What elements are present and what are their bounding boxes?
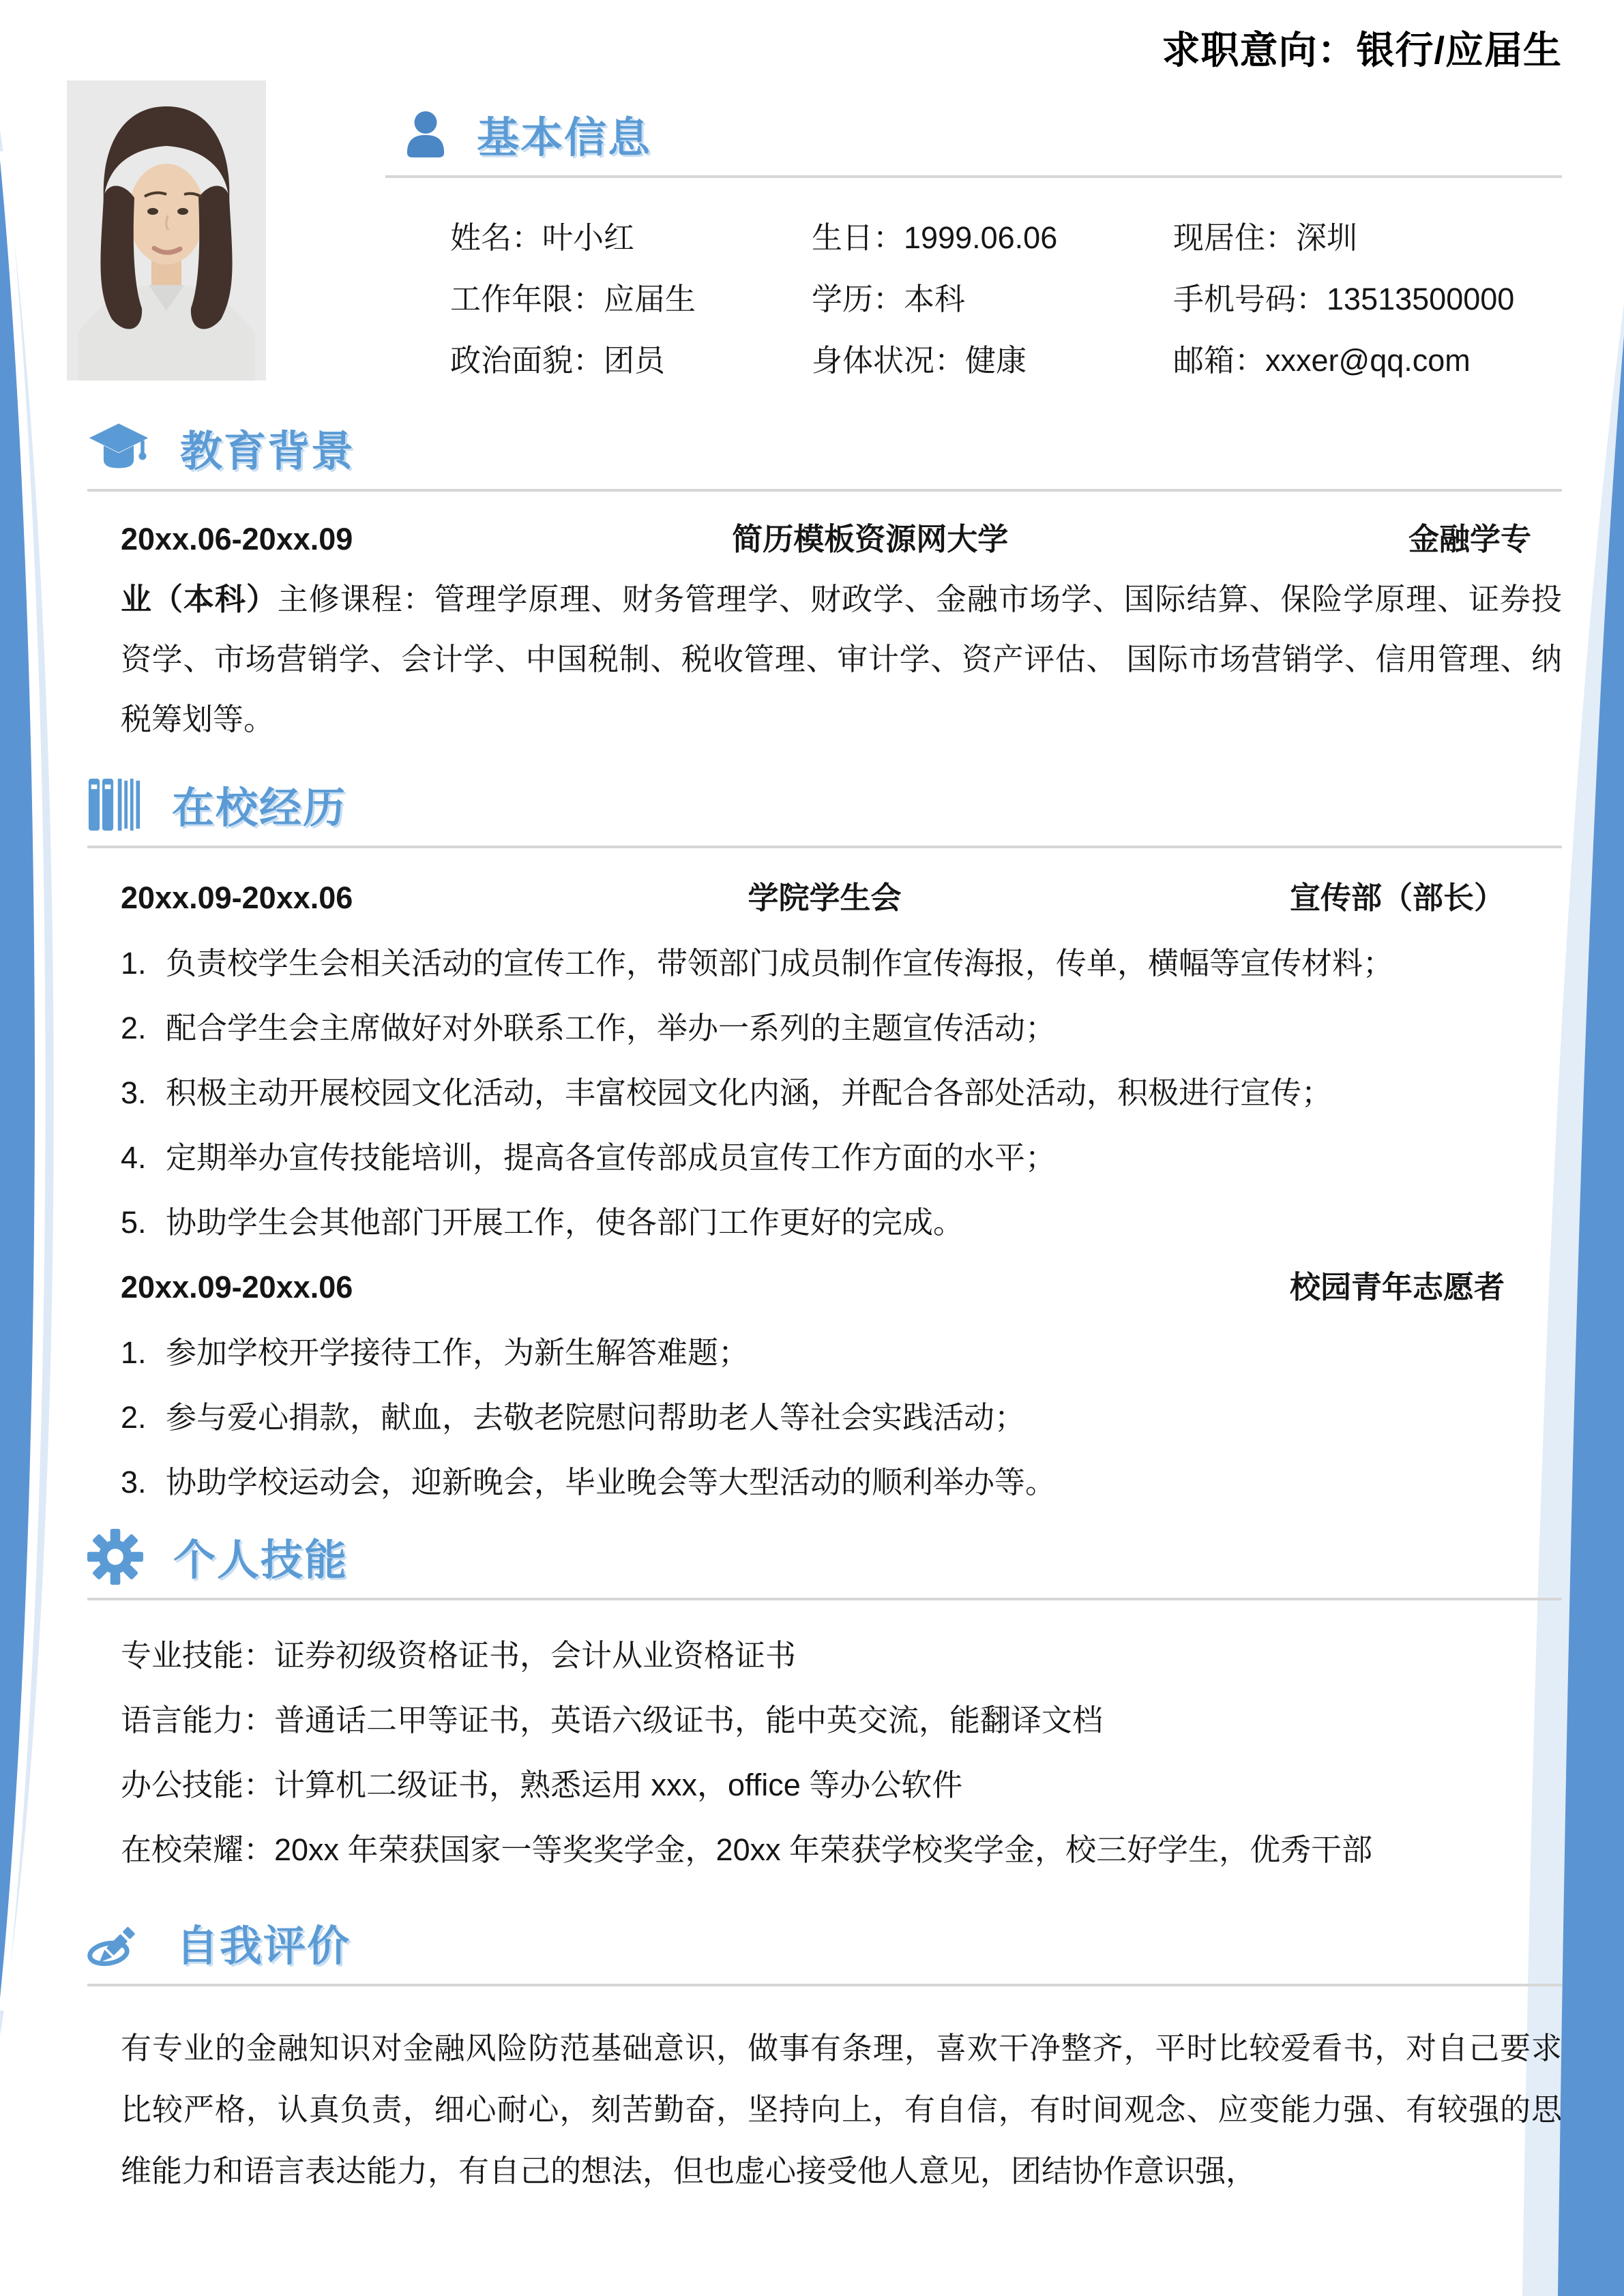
item-text: 参与爱心捐款，献血，去敬老院慰问帮助老人等社会实践活动； <box>166 1400 1026 1435</box>
basic-info-field-political <box>450 340 812 381</box>
basic-info-field-experience <box>450 279 812 320</box>
list-item <box>87 1332 1562 1374</box>
portrait-photo <box>67 80 266 381</box>
field-label: 邮箱： <box>1173 343 1266 378</box>
section-title-skills: 个人技能 <box>173 1537 349 1584</box>
basic-info-field-birthday <box>812 218 1173 258</box>
field-value: 深圳 <box>1296 220 1358 255</box>
education-major-wrap: 业（本科） <box>121 582 278 616</box>
skill-professional: 专业技能：证券初级资格证书，会计从业资格证书 <box>121 1638 797 1673</box>
list-item <box>87 1072 1562 1114</box>
field-label: 政治面貌： <box>450 343 604 378</box>
education-entry <box>87 509 1562 749</box>
experience-role: 校园青年志愿者 <box>1289 1270 1505 1304</box>
resume-body <box>87 417 1562 2202</box>
section-title-school-experience: 在校经历 <box>172 785 347 832</box>
basic-info-grid <box>385 218 1562 381</box>
item-number: 1. <box>121 946 147 981</box>
books-icon <box>87 775 142 834</box>
list-item <box>87 1007 1562 1049</box>
field-value: 应届生 <box>604 282 696 316</box>
section-education <box>87 417 1562 749</box>
item-text: 负责校学生会相关活动的宣传工作，带领部门成员制作宣传海报，传单，横幅等宣传材料； <box>166 946 1394 981</box>
experience-block-2-items <box>87 1332 1562 1504</box>
education-period: 20xx.06-20xx.09 <box>121 522 353 556</box>
job-intention: 求职意向：银行/应届生 <box>1162 29 1562 72</box>
list-item <box>87 1397 1562 1439</box>
experience-period: 20xx.09-20xx.06 <box>121 1270 353 1304</box>
field-value: 本科 <box>904 282 966 316</box>
basic-info-field-name <box>450 218 812 258</box>
gear-icon <box>87 1529 143 1585</box>
experience-block-1-heading <box>87 877 1562 919</box>
list-item <box>87 942 1562 985</box>
experience-organization: 学院学生会 <box>748 880 902 915</box>
person-icon <box>404 109 447 160</box>
graduation-cap-icon <box>87 419 150 477</box>
item-number: 3. <box>121 1075 147 1110</box>
field-value: 13513500000 <box>1327 282 1515 316</box>
item-number: 2. <box>121 1400 147 1435</box>
education-courses <box>121 569 1562 749</box>
skills-list <box>87 1635 1562 1871</box>
section-self-evaluation <box>87 1912 1562 2202</box>
experience-role: 宣传部（部长） <box>1289 880 1505 915</box>
field-label: 姓名： <box>450 220 543 255</box>
skill-language: 语言能力：普通话二甲等证书，英语六级证书，能中英交流，能翻译文档 <box>121 1703 1104 1738</box>
item-text: 配合学生会主席做好对外联系工作，举办一系列的主题宣传活动； <box>166 1011 1057 1045</box>
basic-info-field-degree <box>812 279 1173 320</box>
section-school-experience <box>87 774 1562 1504</box>
basic-info-field-phone <box>1173 279 1562 320</box>
item-number: 5. <box>121 1205 147 1240</box>
item-text: 协助学校运动会，迎新晚会，毕业晚会等大型活动的顺利举办等。 <box>166 1465 1057 1500</box>
pen-icon <box>87 1913 146 1973</box>
item-number: 2. <box>121 1011 147 1045</box>
section-skills <box>87 1526 1562 1871</box>
field-label: 生日： <box>812 220 904 255</box>
field-label: 学历： <box>812 282 904 316</box>
education-entry-heading <box>121 509 1562 569</box>
section-basic-info <box>385 104 1562 381</box>
section-title-basic-info: 基本信息 <box>477 115 652 162</box>
section-title-self-evaluation: 自我评价 <box>176 1923 351 1970</box>
experience-block-1-items <box>87 942 1562 1244</box>
item-number: 4. <box>121 1140 147 1175</box>
item-text: 参加学校开学接待工作，为新生解答难题； <box>166 1335 750 1370</box>
basic-info-field-email <box>1173 340 1562 381</box>
skill-office: 办公技能：计算机二级证书，熟悉运用 xxx，office 等办公软件 <box>121 1768 963 1802</box>
self-evaluation-header <box>87 1912 1562 1986</box>
item-number: 1. <box>121 1335 147 1370</box>
item-text: 协助学生会其他部门开展工作，使各部门工作更好的完成。 <box>166 1205 964 1240</box>
basic-info-field-residence <box>1173 218 1562 258</box>
field-value: 叶小红 <box>542 220 635 255</box>
education-school: 简历模板资源网大学 <box>732 522 1009 556</box>
list-item <box>87 1461 1562 1504</box>
field-label: 现居住： <box>1173 220 1297 255</box>
education-major: 金融学专 <box>1408 522 1531 556</box>
education-header <box>87 417 1562 492</box>
field-value: 1999.06.06 <box>904 220 1058 255</box>
field-value: 健康 <box>965 343 1027 378</box>
skill-honors: 在校荣耀：20xx 年荣获国家一等奖奖学金，20xx 年荣获学校奖学金，校三好学生，优秀干部 <box>121 1832 1373 1867</box>
profile-photo <box>67 80 266 381</box>
section-title-education: 教育背景 <box>180 428 355 475</box>
item-text: 定期举办宣传技能培训，提高各宣传部成员宣传工作方面的水平； <box>166 1140 1057 1175</box>
field-label: 手机号码： <box>1173 282 1327 316</box>
field-label: 身体状况： <box>812 343 966 378</box>
education-courses-text: 主修课程：管理学原理、财务管理学、财政学、金融市场学、国际结算、保险学原理、证券投资学、市场营销学、会计学、中国税制、税收管理、审计学、资产评估、 国际市场营销学、信用管理、纳税筹划等。 <box>121 582 1562 736</box>
experience-block-2-heading <box>87 1266 1562 1309</box>
skills-header <box>87 1526 1562 1600</box>
experience-period: 20xx.09-20xx.06 <box>121 880 353 915</box>
basic-info-field-health <box>812 340 1173 381</box>
field-value: 团员 <box>604 343 666 378</box>
item-text: 积极主动开展校园文化活动，丰富校园文化内涵，并配合各部处活动，积极进行宣传； <box>166 1075 1333 1110</box>
list-item <box>87 1202 1562 1244</box>
basic-info-header <box>385 104 1562 178</box>
field-label: 工作年限： <box>450 282 604 316</box>
self-evaluation-text: 有专业的金融知识对金融风险防范基础意识，做事有条理，喜欢干净整齐，平时比较爱看书，对自己要求比较严格，认真负责，细心耐心，刻苦勤奋，坚持向上，有自信，有时间观念、应变能力强、有较强的思维能力和语言表达能力，有自己的想法，但也虚心接受他人意见，团结协作意识强， <box>121 2031 1562 2188</box>
item-number: 3. <box>121 1465 147 1500</box>
school-experience-header <box>87 774 1562 848</box>
list-item <box>87 1137 1562 1179</box>
field-value: xxxer@qq.com <box>1265 343 1471 378</box>
